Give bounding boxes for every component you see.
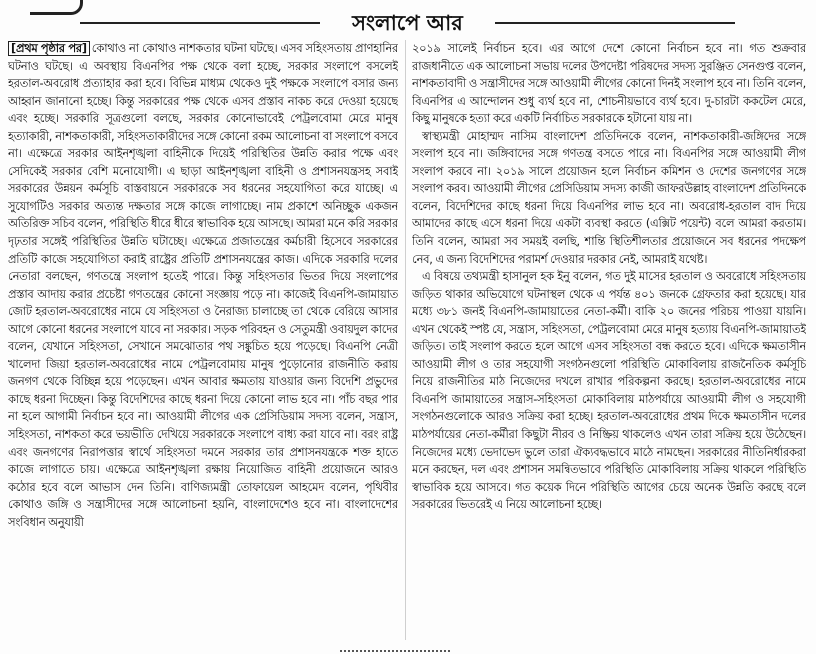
header-rule-left [80, 22, 320, 24]
article-column-left [8, 40, 398, 640]
page-edge-ornament [30, 0, 83, 15]
article-paragraph: ২০১৯ সালেই নির্বাচন হবে। এর আগে দেশে কোনো নির্বাচন হবে না। গত শুক্রবার রাজধানীতে এক আলোচনা সভায় দলের উপদেষ্টা পরিষদের সদস্য সুরঞ্জিত সেনগুপ্ত বলেন, নাশকতাবাদী ও সন্ত্রাসীদের সঙ্গে আওয়ামী লীগের কোনো দিনই সংলাপ হবে না। তিনি বলেন, বিএনপির এ আন্দোলন শুধু ব্যর্থ হবে না, শোচনীয়ভাবে ব্যর্থ হবে। দু-চারটা ককটেল মেরে, কিছু মানুষকে হত্যা করে একটি নির্বাচিত সরকারকে হটানো যায় না। [412, 42, 806, 126]
article-paragraph: স্বাস্থ্যমন্ত্রী মোহাম্মদ নাসিম বাংলাদেশ প্রতিদিনকে বলেন, নাশকতাকারী-জঙ্গিদের সঙ্গে সংলাপ হবে না। জঙ্গিবাদের সঙ্গে গণতন্ত্র বসতে পারে না। বিএনপির সঙ্গে আওয়ামী লীগ সংলাপ করবে না। ২০১৯ সালে প্রয়োজন হলে নির্বাচন কমিশন ও দেশের জনগণের সঙ্গে সংলাপ করব। আওয়ামী লীগের প্রেসিডিয়াম সদস্য কাজী জাফরউল্লাহ বাংলাদেশ প্রতিদিনকে বলেন, বিদেশিদের কাছে ধরনা দিয়ে বিএনপির লাভ হবে না। অবরোধ-হরতাল বাদ দিয়ে আমাদের কাছে এসে ধরনা দিয়ে একটা ব্যবস্থা করতে (এক্সিট পয়েন্ট) বলে আমরা করতাম। তিনি বলেন, আমরা সব সময়ই বলছি, শান্তি স্থিতিশীলতার প্রয়োজনে সব ধরনের পদক্ষেপ নেব, এ জন্য বিদেশিদের পরামর্শ দেওয়ার দরকার নেই, আমরাই যথেষ্ট। [412, 129, 806, 266]
column-divider [405, 40, 406, 640]
article-paragraph [8, 40, 398, 531]
continuation-heading: সংলাপে আর [352, 10, 463, 35]
cropped-footer-fragment [340, 644, 450, 654]
paragraph-text: কোথাও না কোথাও নাশকতার ঘটনা ঘটছে। এসব সহিংসতায় প্রাণহানির ঘটনাও ঘটছে। এ অবস্থায় বিএনপির পক্ষ থেকে বলা হচ্ছে, সরকার সংলাপে বসলেই হরতাল-অবরোধ প্রত্যাহার করা হবে। বিভিন্ন মাধ্যম থেকেও দুই পক্ষকে সংলাপে বসার জন্য আহ্বান জানানো হচ্ছে। কিন্তু সরকারের পক্ষ থেকে এসব প্রস্তাব নাকচ করে দেওয়া হয়েছে এবং হচ্ছে। সরকারি সূত্রগুলো বলছে, সরকার কোনোভাবেই পেট্রলবোমা মেরে মানুষ হত্যাকারী, নাশকতাকারী, সহিংসতাকারীদের সঙ্গে কোনো রকম আলোচনা বা সংলাপে বসবে না। এক্ষেত্রে সরকার আইনশৃঙ্খলা বাহিনীকে দিয়েই পরিস্থিতির উন্নতি করার পক্ষে এবং সেদিকেই সরকার বেশি মনোযোগী। এ ছাড়া আইনশৃঙ্খলা বাহিনী ও প্রশাসনযন্ত্রসহ সবাই সরকারের উন্নয়ন কর্মসূচি বাস্তবায়নে সরকারকে সব ধরনের সহযোগিতা করে যাচ্ছে। এ সুযোগটিও সরকার অত্যন্ত দক্ষতার সঙ্গে কাজে লাগাচ্ছে। নাম প্রকাশে অনিচ্ছুক একজন অতিরিক্ত সচিব বলেন, পরিস্থিতি ধীরে ধীরে স্বাভাবিক হয়ে আসছে। আমরা মনে করি সরকার দৃঢ়তার সঙ্গেই পরিস্থিতির উন্নতি ঘটাচ্ছে। এক্ষেত্রে প্রজাতন্ত্রের কর্মচারী হিসেবে সরকারের প্রতিটি কাজে সহযোগিতা করাই রাষ্ট্রের প্রতিটি প্রশাসনযন্ত্রের কাজ। এদিকে সরকারি দলের নেতারা বলছেন, গণতন্ত্রে সংলাপ হতেই পারে। কিন্তু সহিংসতার ভিতর দিয়ে সংলাপের প্রস্তাব আদায় করার প্রচেষ্টা গণতন্ত্রের কোনো সংজ্ঞায় পড়ে না। কাজেই বিএনপি-জামায়াত জোট হরতাল-অবরোধের নামে যে সহিংসতা ও নৈরাজ্য চালাচ্ছে তা থেকে বেরিয়ে আসার আগে কোনো ধরনের সংলাপে যাবে না সরকার। সড়ক পরিবহন ও সেতুমন্ত্রী ওবায়দুল কাদের বলেন, যেখানে সহিংসতা, সেখানে সমঝোতার পথ সঙ্কুচিত হয়ে পড়েছে। বিএনপি নেত্রী খালেদা জিয়া হরতাল-অবরোধের নামে পেট্রলবোমায় মানুষ পুড়োনোর রাজনীতি করায় জনগণ থেকে বিচ্ছিন্ন হয়ে পড়েছেন। এখন আবার ক্ষমতায় যাওয়ার জন্য বিদেশি প্রভুদের কাছে ধরনা দিচ্ছেন। কিন্তু বিদেশিদের কাছে ধরনা দিয়ে কোনো লাভ হবে না। পাঁচ বছর পার না হলে আগামী নির্বাচন হবে না। আওয়ামী লীগের এক প্রেসিডিয়াম সদস্য বলেন, সন্ত্রাস, সহিংসতা, নাশকতা করে ভয়ভীতি দেখিয়ে সরকারকে সংলাপে বাধ্য করা যাবে না। বরং রাষ্ট্র এবং জনগণের নিরাপত্তার স্বার্থে সহিংসতা দমনে সরকার তার প্রশাসনযন্ত্রকে শক্ত হাতে কাজে লাগাতে চায়। এক্ষেত্রে আইনশৃঙ্খলা রক্ষায় নিয়োজিত বাহিনী প্রয়োজনে আরও কঠোর হবে বলে আভাস দেন তিনি। বাণিজ্যমন্ত্রী তোফায়েল আহমেদ বলেন, পৃথিবীর কোথাও জঙ্গি ও সন্ত্রাসীদের সঙ্গে আলোচনা হয়নি, বাংলাদেশেও হবে না। বাংলাদেশের সংবিধান অনুযায়ী [8, 42, 398, 529]
article-column-right [412, 40, 806, 640]
article-paragraph: এ বিষয়ে তথ্যমন্ত্রী হাসানুল হক ইনু বলেন, গত দুই মাসের হরতাল ও অবরোধে সহিংসতায় জড়িত থাকার অভিযোগে ঘটনাস্থল থেকে এ পর্যন্ত ৪০১ জনকে গ্রেফতার করা হয়েছে। যার মধ্যে ৩৮১ জনই বিএনপি-জামায়াতের নেতা-কর্মী। বাকি ২০ জনের পরিচয় পাওয়া যায়নি। এখন থেকেই স্পষ্ট যে, সন্ত্রাস, সহিংসতা, পেট্রলবোমা মেরে মানুষ হত্যায় বিএনপি-জামায়াতই জড়িত। তাই সংলাপ করতে হলে আগে এসব সহিংসতা বন্ধ করতে হবে। এদিকে ক্ষমতাসীন আওয়ামী লীগ ও তার সহযোগী সংগঠনগুলো পরিস্থিতি মোকাবিলায় রাজনৈতিক কর্মসূচি নিয়ে রাজনীতির মাঠ নিজেদের দখলে রাখার পরিকল্পনা করছে। হরতাল-অবরোধের নামে বিএনপি জামায়াতের সন্ত্রাস-সহিংসতা মোকাবিলায় মাঠপর্যায়ে আওয়ামী লীগ ও সহযোগী সংগঠনগুলোকে আরও সক্রিয় করা হচ্ছে। হরতাল-অবরোধের প্রথম দিকে ক্ষমতাসীন দলের মাঠপর্যায়ের নেতা-কর্মীরা কিছুটা নীরব ও নিষ্ক্রিয় থাকলেও এখন তারা সক্রিয় হয়ে উঠেছেন। নিজেদের মধ্যে ভেদাভেদ ভুলে তারা ঐক্যবদ্ধভাবে মাঠে নামছেন। সরকারের নীতিনির্ধারকরা মনে করছেন, দল এবং প্রশাসন সমন্বিতভাবে পরিস্থিতি মোকাবিলায় সক্রিয় থাকলে পরিস্থিতি স্বাভাবিক হয়ে আসবে। গত কয়েক দিনে পরিস্থিতি আগের চেয়ে অনেক উন্নতি করছে বলে সরকারের ভিতরেই এ নিয়ে আলোচনা হচ্ছে। [412, 270, 806, 512]
continued-label-text: প্রথম পৃষ্ঠার পর [15, 42, 82, 55]
header-rule-right [495, 22, 735, 24]
continued-from-front-page-label: [প্রথম পৃষ্ঠার পর] [8, 41, 90, 56]
